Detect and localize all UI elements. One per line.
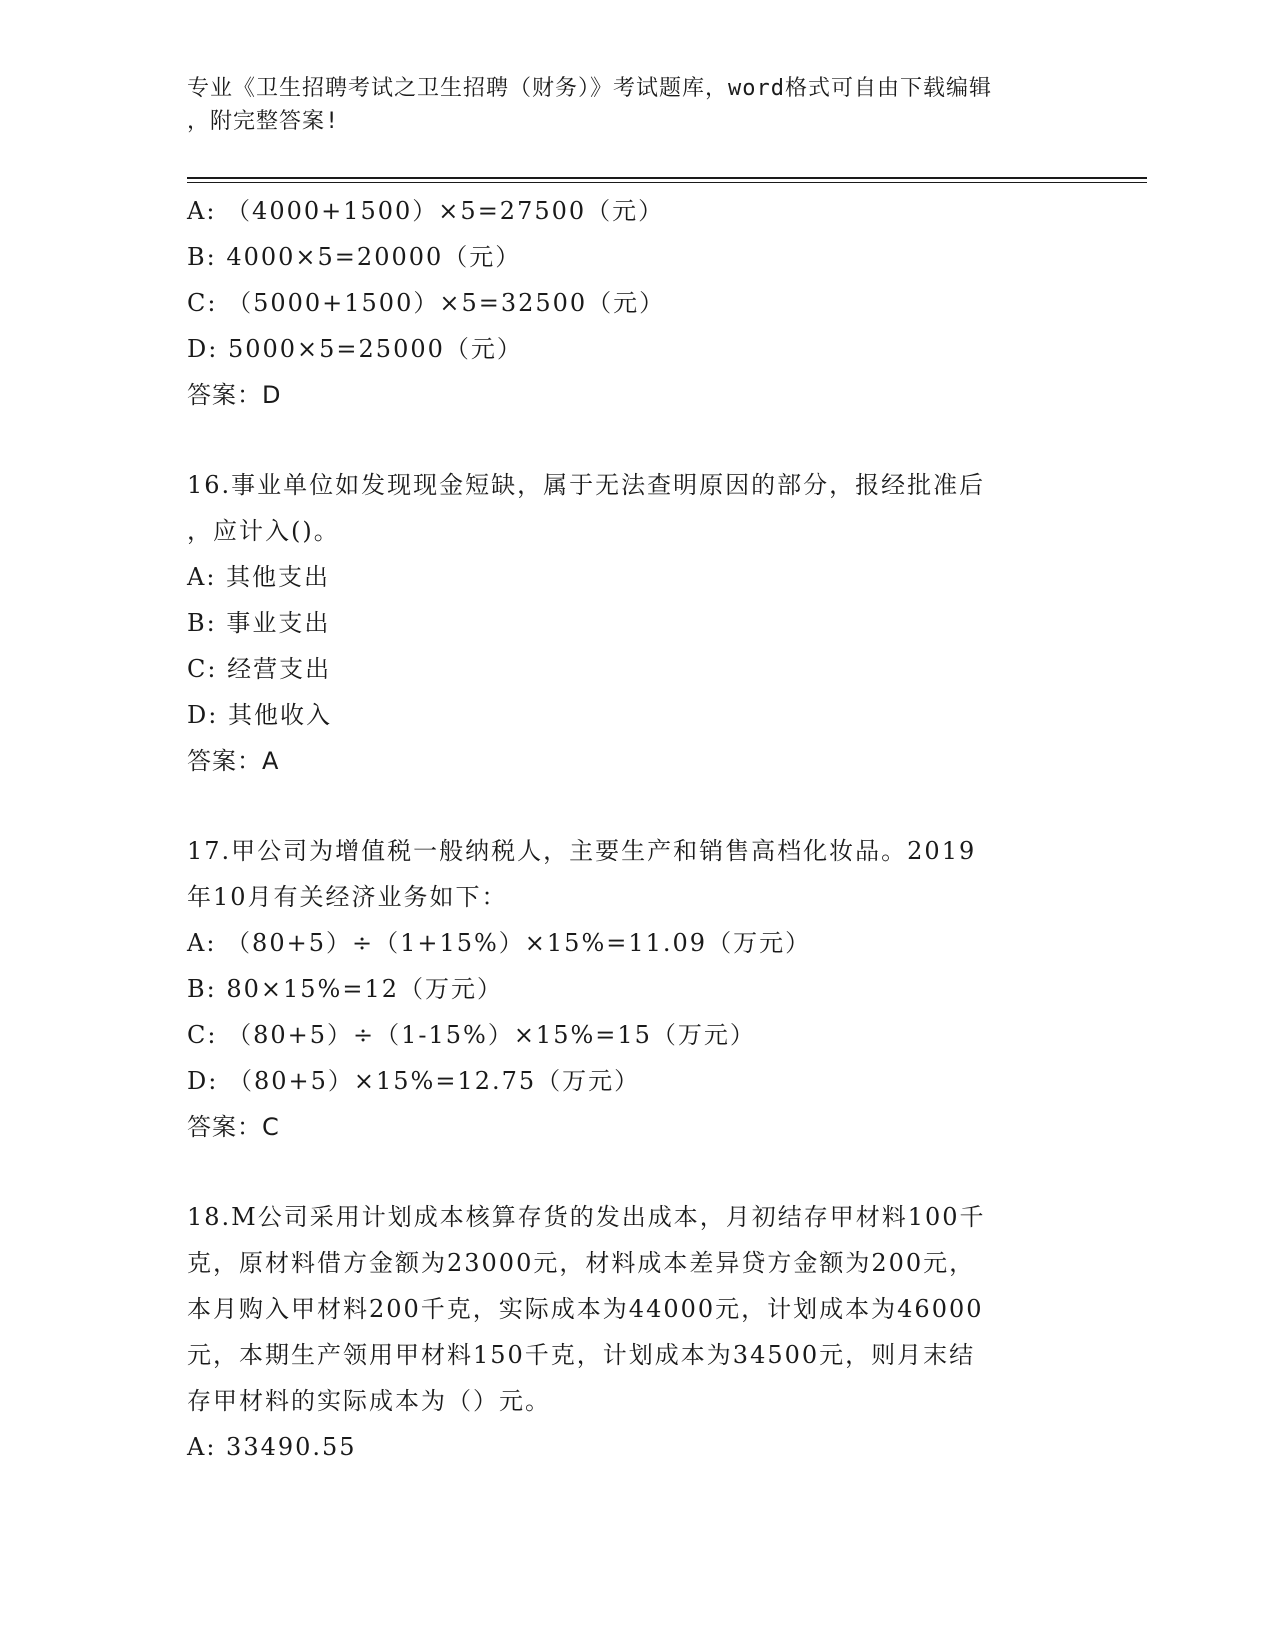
question-17-stem-line-2: 年10月有关经济业务如下： — [187, 883, 508, 911]
header-line-1: 专业《卫生招聘考试之卫生招聘（财务）》考试题库，word格式可自由下载编辑 — [187, 76, 992, 101]
document-body — [187, 188, 1087, 1470]
question-18-stem-line-2: 克，原材料借方金额为23000元，材料成本差异贷方金额为200元， — [187, 1249, 976, 1277]
question-16-stem-line-1: 16.事业单位如发现现金短缺，属于无法查明原因的部分，报经批准后 — [187, 471, 986, 499]
question-18-stem-line-4: 元，本期生产领用甲材料150千克，计划成本为34500元，则月末结 — [187, 1341, 976, 1369]
option-a: A: （80+5）÷（1+15%）×15%=11.09（万元） — [187, 929, 812, 957]
document-header — [187, 72, 1067, 138]
question-17-stem-line-1: 17.甲公司为增值税一般纳税人，主要生产和销售高档化妆品。2019 — [187, 837, 977, 865]
question-18-stem-line-1: 18.M公司采用计划成本核算存货的发出成本，月初结存甲材料100千 — [187, 1203, 986, 1231]
option-d: D: 5000×5=25000（元） — [187, 335, 523, 363]
question-16 — [187, 462, 1087, 554]
option-d: D: （80+5）×15%=12.75（万元） — [187, 1067, 641, 1095]
question-16-stem-line-2: ，应计入()。 — [187, 517, 340, 545]
option-b: B: 事业支出 — [187, 609, 331, 637]
question-17 — [187, 828, 1087, 920]
question-15-options — [187, 188, 1087, 372]
option-a: A: 其他支出 — [187, 563, 331, 591]
option-c: C: 经营支出 — [187, 655, 332, 683]
question-18-stem-line-5: 存甲材料的实际成本为（）元。 — [187, 1387, 551, 1415]
option-b: B: 80×15%=12（万元） — [187, 975, 503, 1003]
option-c: C: （80+5）÷（1-15%）×15%=15（万元） — [187, 1021, 756, 1049]
option-a: A: 33490.55 — [187, 1433, 357, 1461]
question-15-answer: 答案：D — [187, 381, 282, 409]
option-b: B: 4000×5=20000（元） — [187, 243, 522, 271]
option-a: A: （4000+1500）×5=27500（元） — [187, 197, 665, 225]
header-line-2: ，附完整答案! — [187, 109, 340, 134]
header-divider-thin — [187, 182, 1147, 183]
option-c: C: （5000+1500）×5=32500（元） — [187, 289, 666, 317]
header-divider-thick — [187, 177, 1147, 179]
question-18-stem-line-3: 本月购入甲材料200千克，实际成本为44000元，计划成本为46000 — [187, 1295, 984, 1323]
question-18 — [187, 1194, 1087, 1424]
option-d: D: 其他收入 — [187, 701, 332, 729]
question-16-answer: 答案：A — [187, 747, 280, 775]
question-17-answer: 答案：C — [187, 1113, 280, 1141]
